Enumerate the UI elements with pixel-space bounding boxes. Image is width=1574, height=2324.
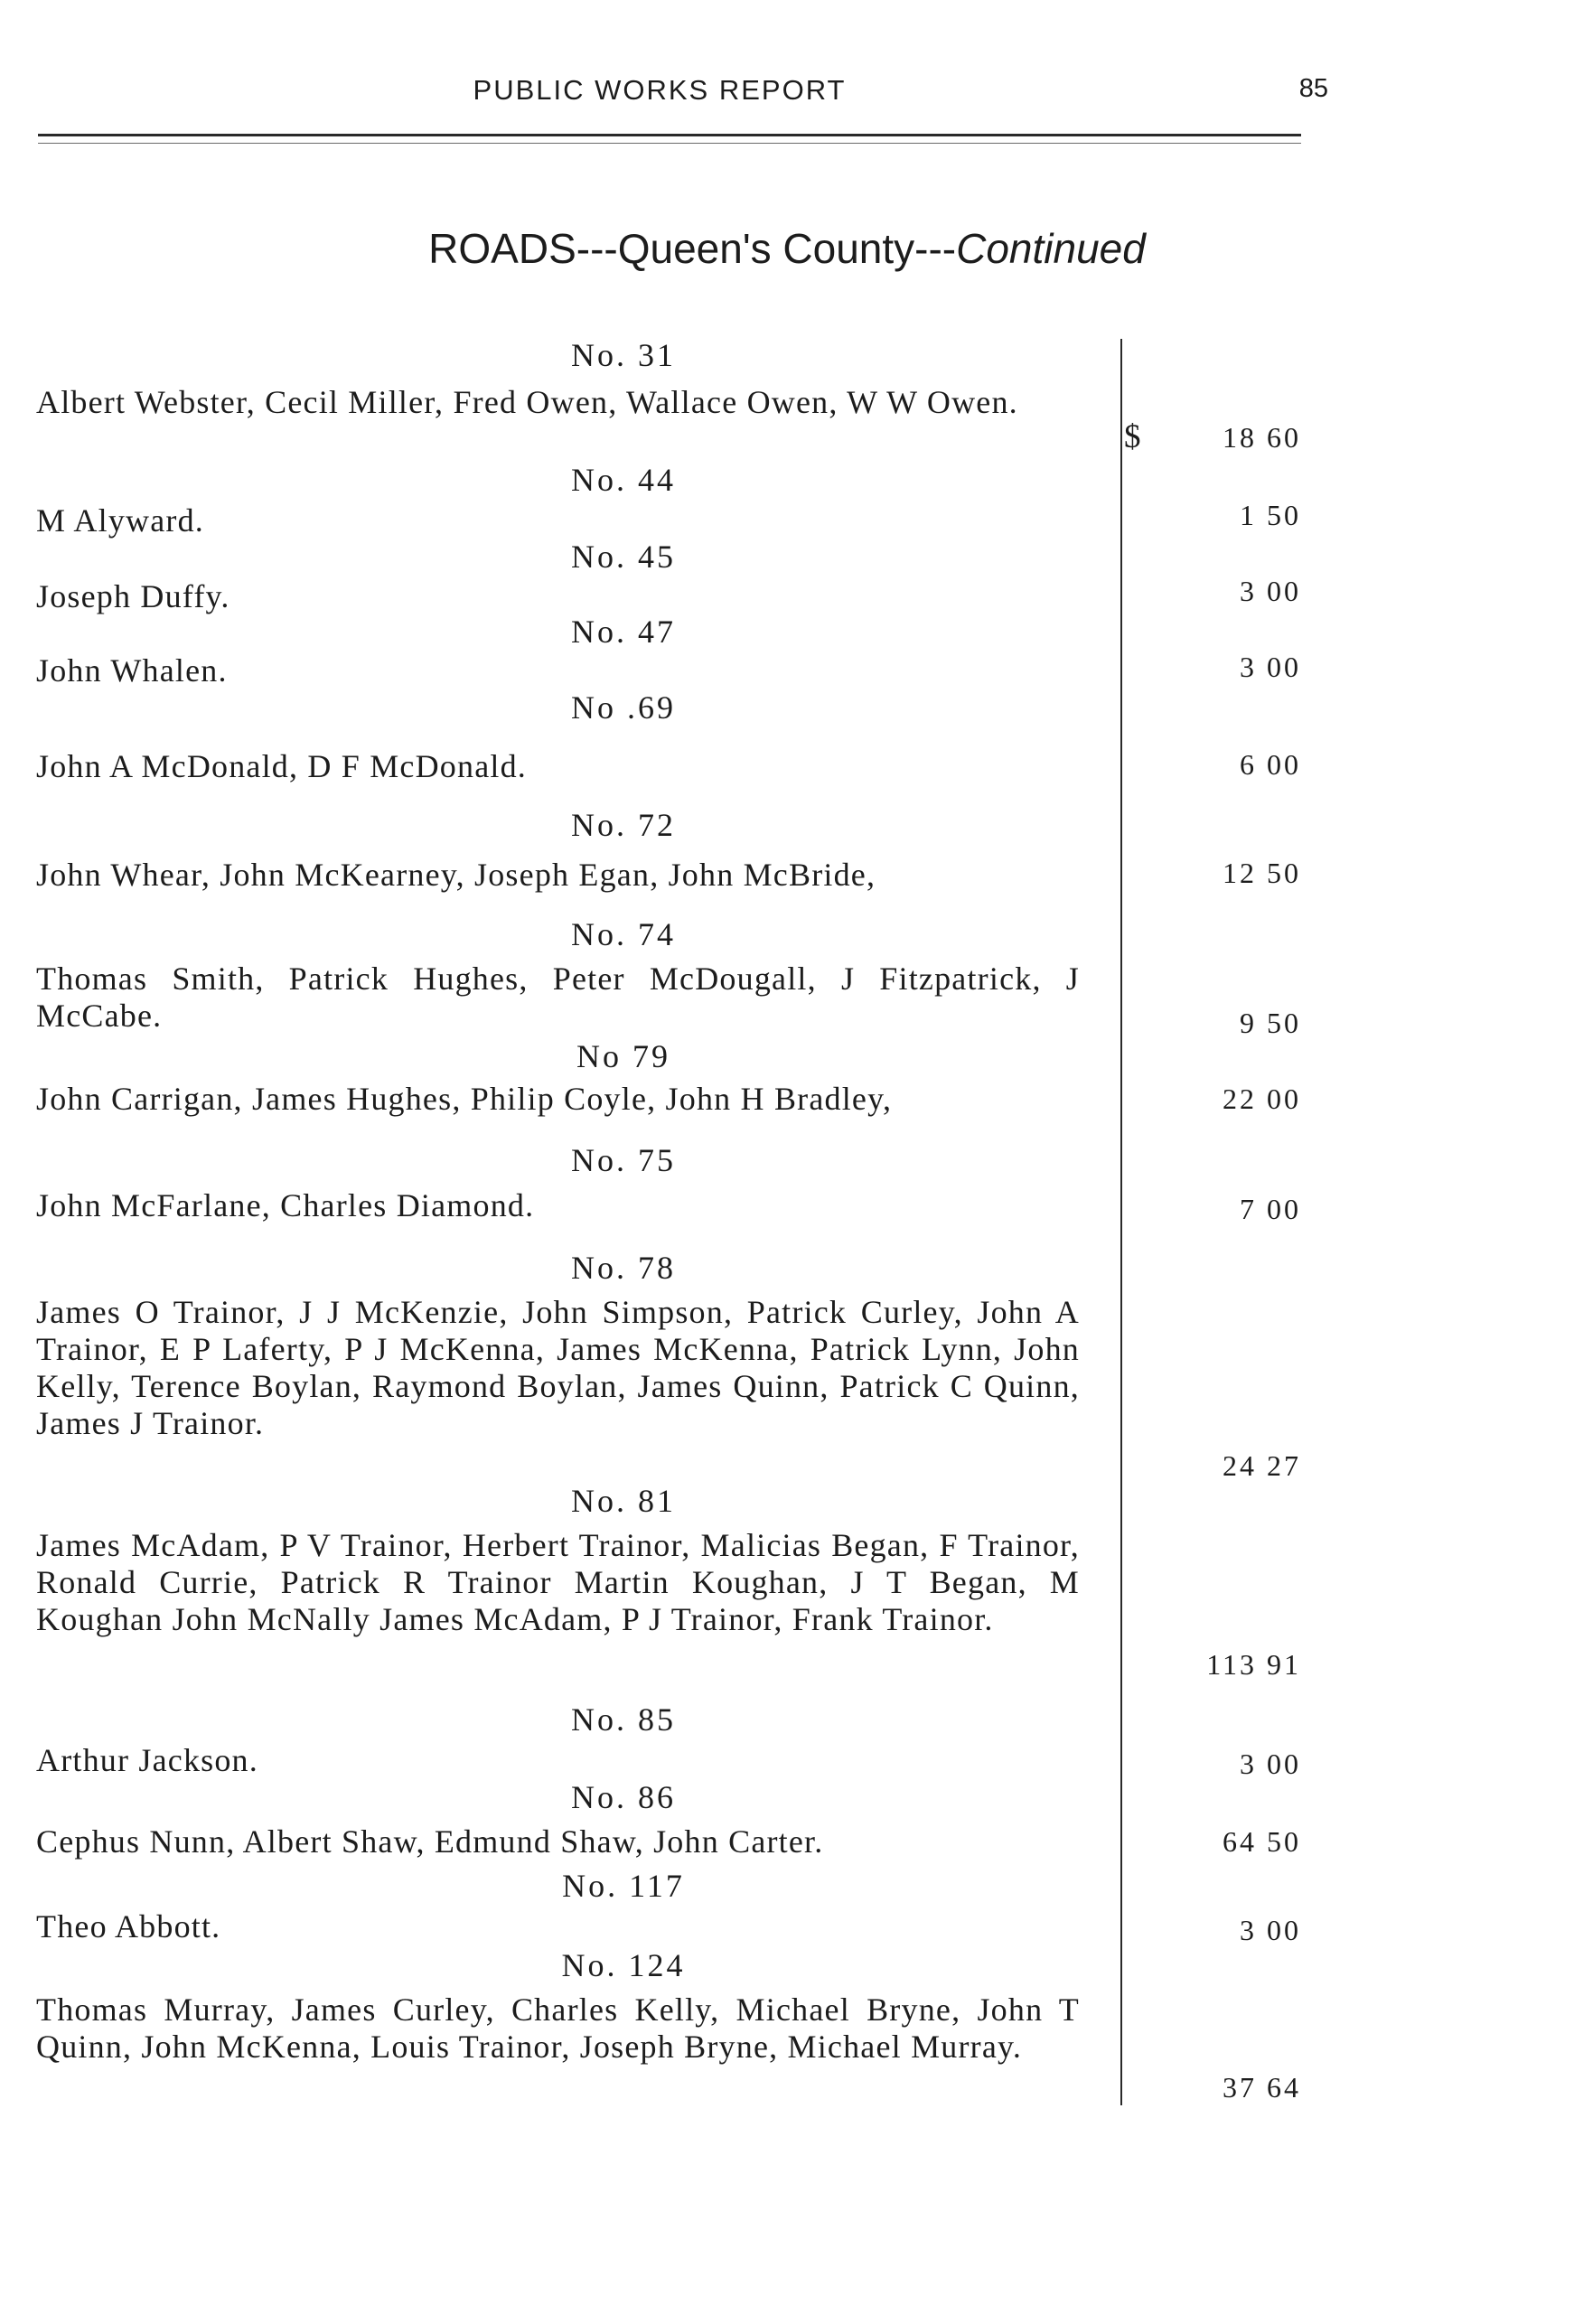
road-number: No. 31 [571, 337, 676, 373]
entry-amount: 3 00 [1240, 1748, 1301, 1780]
entry-amount: 18 60 [1223, 421, 1301, 454]
entry-names: Theo Abbott. [36, 1908, 221, 1944]
road-number: No. 44 [571, 462, 676, 498]
entry-names: James McAdam, P V Trainor, Herbert Trainor, Malicias Began, F Trainor, Ronald Currie, Patrick R Trainor Martin Koughan, J T Began, M Koughan John McNally James McAdam, P J Trainor, Frank Trainor. [36, 1527, 1080, 1637]
section-title [0, 224, 1574, 273]
road-number: No. 85 [571, 1701, 676, 1738]
road-number: No. 124 [561, 1947, 686, 1983]
entry-amount: 3 00 [1240, 575, 1301, 607]
road-number: No. 47 [571, 614, 676, 650]
entry-names: M Alyward. [36, 502, 204, 539]
entry-amount: 12 50 [1223, 857, 1301, 889]
page-number: 85 [1298, 74, 1328, 103]
entry-amount: 22 00 [1223, 1082, 1301, 1115]
header-rule [38, 134, 1301, 136]
entry-amount: 1 50 [1240, 499, 1301, 531]
entry-names: John Whalen. [36, 652, 228, 689]
road-number: No 79 [576, 1038, 670, 1074]
entry-names: John McFarlane, Charles Diamond. [36, 1187, 535, 1223]
running-head [0, 74, 1574, 110]
entry-names: Joseph Duffy. [36, 578, 230, 614]
road-number: No. 45 [571, 539, 676, 575]
running-title: PUBLIC WORKS REPORT [473, 74, 847, 106]
road-number: No. 81 [571, 1483, 676, 1519]
entry-names: Thomas Murray, James Curley, Charles Kelly, Michael Bryne, John T Quinn, John McKenna, Louis Trainor, Joseph Bryne, Michael Murray. [36, 1991, 1080, 2065]
section-title-main: ROADS---Queen's County--- [428, 225, 957, 272]
road-number: No. 74 [571, 916, 676, 952]
entry-names: Arthur Jackson. [36, 1742, 258, 1778]
currency-symbol: $ [1124, 418, 1141, 455]
section-title-continued: Continued [956, 225, 1146, 272]
entry-amount: 3 00 [1240, 1914, 1301, 1946]
road-number: No .69 [571, 689, 676, 726]
entry-names: Thomas Smith, Patrick Hughes, Peter McDougall, J Fitzpatrick, J McCabe. [36, 961, 1080, 1034]
entry-amount: 64 50 [1223, 1825, 1301, 1858]
road-number: No. 86 [571, 1779, 676, 1815]
entry-names: John Carrigan, James Hughes, Philip Coyle, John H Bradley, [36, 1081, 893, 1117]
header-rule-thin [38, 143, 1301, 144]
amount-column-rule [1120, 339, 1122, 2105]
road-number: No. 72 [571, 807, 676, 843]
road-number: No. 78 [571, 1250, 676, 1286]
road-number: No. 75 [571, 1142, 676, 1178]
entry-amount: 113 91 [1206, 1648, 1301, 1681]
entry-amount: 37 64 [1223, 2071, 1301, 2104]
entry-amount: 9 50 [1240, 1007, 1301, 1039]
entry-amount: 3 00 [1240, 651, 1301, 683]
entry-names: James O Trainor, J J McKenzie, John Simpson, Patrick Curley, John A Trainor, E P Laferty, P J McKenna, James McKenna, Patrick Lynn, John Kelly, Terence Boylan, Raymond Boylan, James Quinn, Patrick C Quinn, James J Trainor. [36, 1294, 1080, 1441]
entry-amount: 24 27 [1223, 1449, 1301, 1482]
entry-names: John Whear, John McKearney, Joseph Egan, John McBride, [36, 857, 876, 893]
entry-names: Albert Webster, Cecil Miller, Fred Owen, Wallace Owen, W W Owen. [36, 384, 1018, 420]
entry-amount: 7 00 [1240, 1193, 1301, 1225]
entry-amount: 6 00 [1240, 748, 1301, 781]
road-number: No. 117 [562, 1868, 685, 1904]
entry-names: John A McDonald, D F McDonald. [36, 748, 527, 784]
entry-names: Cephus Nunn, Albert Shaw, Edmund Shaw, John Carter. [36, 1823, 824, 1860]
